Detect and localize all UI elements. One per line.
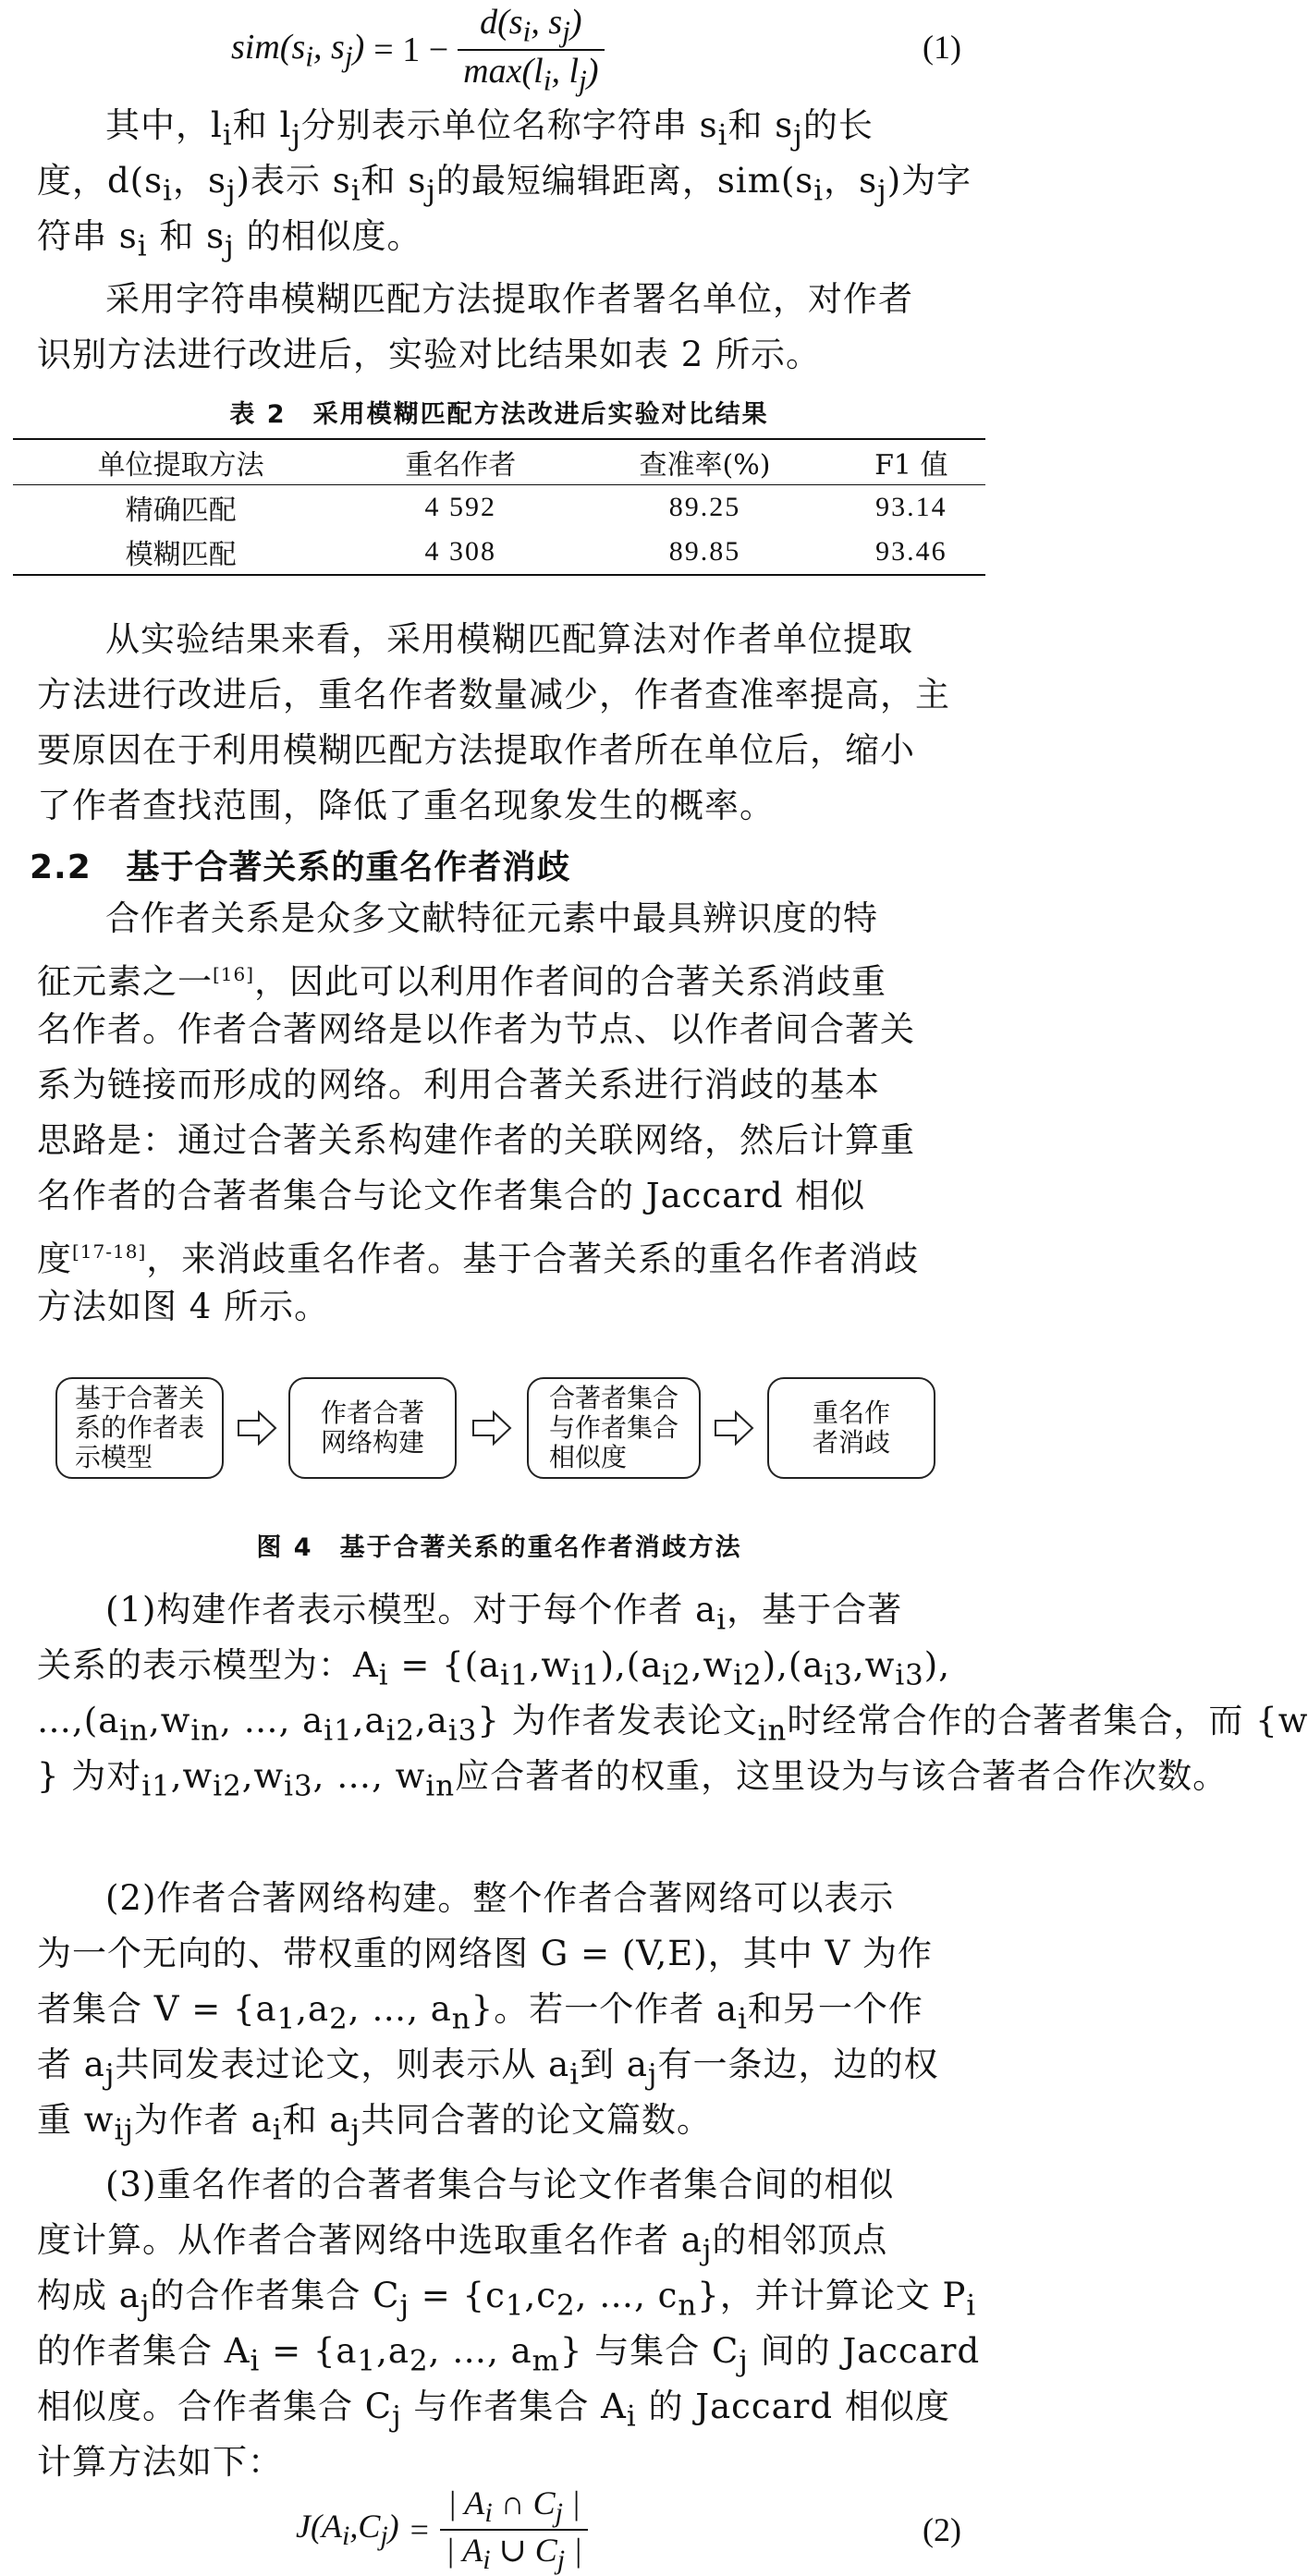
para4-line6: 名作者的合著者集合与论文作者集合的 Jaccard 相似 [37, 1176, 866, 1215]
para1-line2: 度，$d(s_i$，$s_j$)表示 $s_i$和 $s_j$的最短编辑距离，$sim(s_i$，$s_j$)为字 [37, 161, 972, 208]
para2-line1: 采用字符串模糊匹配方法提取作者署名单位，对作者 [105, 279, 913, 319]
section-heading [30, 841, 570, 888]
para6-line3: 者集合 $V = \{a_1,a_2$, …, $a_n$}。若一个作者 $a_i$和另一个作 [37, 1989, 923, 2036]
para6-line2: 为一个无向的、带权重的网络图 G = (V,E)，其中 V 为作 [37, 1934, 933, 1973]
para6-line4: 者 $a_j$共同发表过论文，则表示从 $a_i$到 $a_j$有一条边，边的权 [37, 2045, 939, 2092]
table-header-cell: 查准率(%) [639, 449, 771, 482]
para5-line1: (1)构建作者表示模型。对于每个作者 $a_i$，基于合著 [105, 1590, 903, 1637]
para3-line3: 要原因在于利用模糊匹配方法提取作者所在单位后，缩小 [37, 730, 915, 770]
flow-arrow-icon [471, 1410, 512, 1446]
para6-line5: 重 $w_{ij}$为作者 $a_i$和 $a_j$共同合著的论文篇数。 [37, 2100, 712, 2147]
flow-arrow-icon [237, 1410, 277, 1446]
citation-17-18: [17-18] [72, 1240, 147, 1263]
eq1-fraction: $\frac{d(s_i, s_j)}{\max(l_i, l_j)}$ [458, 2, 604, 97]
para4-line2: 征元素之一[16]，因此可以利用作者间的合著关系消歧重 [37, 961, 887, 1002]
citation-16: [16] [213, 963, 255, 985]
para4-line5: 思路是：通过合著关系构建作者的关联网络，然后计算重 [37, 1120, 915, 1160]
figure4-caption: 图 4 基于合著关系的重名作者消歧方法 [256, 1533, 742, 1562]
table-cell: 4 308 [424, 536, 496, 567]
table-cell: 89.85 [668, 536, 741, 567]
table-cell: 93.46 [875, 536, 947, 567]
para4-line8: 方法如图 4 所示。 [37, 1287, 330, 1326]
para3-line2: 方法进行改进后，重名作者数量减少，作者查准率提高，主 [37, 675, 950, 714]
eq2-lhs: $J(A_i,C_j)$ [296, 2508, 399, 2552]
table-cell: 模糊匹配 [125, 539, 237, 571]
para3-line4: 了作者查找范围，降低了重名现象发生的概率。 [37, 786, 775, 825]
table-header-cell: F1 值 [874, 449, 948, 482]
table-row [13, 485, 985, 531]
eq2-fraction: $\frac{| A_i \cap C_j |}{| A_i \cup C_j |}$ [440, 2484, 588, 2576]
table-cell: 93.14 [875, 492, 947, 522]
section-title: 基于合著关系的重名作者消歧 [126, 848, 571, 886]
flow-box-disambiguation: 重名作 者消歧 [767, 1377, 935, 1479]
flow-box-network-build: 作者合著 网络构建 [288, 1377, 457, 1479]
flow-box-author-model: 基于合著关 系的作者表 示模型 [55, 1377, 224, 1479]
table-header-row [13, 439, 985, 485]
para4-line1: 合作者关系是众多文献特征元素中最具辨识度的特 [105, 898, 878, 938]
table2 [13, 438, 985, 576]
section-number: 2.2 [30, 848, 92, 886]
eq1-number: (1) [923, 29, 961, 66]
table-row [13, 530, 985, 575]
table-cell: 精确匹配 [125, 494, 237, 527]
para5-line2: 关系的表示模型为：$A_i = \{(a_{i1},w_{i1}),(a_{i2},w_{i2}),(a_{i3},w_{i3})$, [37, 1645, 950, 1692]
para5-line4: } 为对$_{i1},w_{i2},w_{i3}$, …, $w_{in}$应合著者的权重，这里设为与该合著者合作次数。 [37, 1756, 1229, 1803]
para7-line5: 相似度。合作者集合 $C_j$ 与作者集合 $A_i$ 的 Jaccard 相似度 [37, 2387, 950, 2434]
para5-line3: $\dots,(a_{in},w_{in}$, …, $a_{i1},a_{i2},a_{i3}$} 为作者发表论文$_{in}$时经常合作的合著者集合，而 {w [37, 1701, 1308, 1748]
para4-line4: 系为链接而形成的网络。利用合著关系进行消歧的基本 [37, 1065, 880, 1105]
table-cell: 4 592 [424, 492, 496, 522]
para7-line6: 计算方法如下： [37, 2442, 283, 2482]
para6-line1: (2)作者合著网络构建。整个作者合著网络可以表示 [105, 1878, 895, 1918]
para7-line2: 度计算。从作者合著网络中选取重名作者 $a_j$的相邻顶点 [37, 2220, 888, 2267]
flow-arrow-icon [714, 1410, 754, 1446]
para2-line2: 识别方法进行改进后，实验对比结果如表 2 所示。 [37, 335, 822, 374]
flow-box-set-similarity: 合著者集合 与作者集合 相似度 [527, 1377, 701, 1479]
table2-caption: 表 2 采用模糊匹配方法改进后实验对比结果 [229, 400, 769, 429]
para7-line4: 的作者集合 $A_i = \{a_1,a_2$, …, $a_m$} 与集合 $C_j$ 间的 Jaccard [37, 2331, 981, 2378]
eq1-one-minus: = 1 − [373, 31, 449, 69]
equation-1 [231, 3, 605, 97]
table-header-cell: 单位提取方法 [97, 449, 264, 482]
para7-line3: 构成 $a_j$的合作者集合 $C_j = \{c_1,c_2$, …, $c_n$}，并计算论文 $P_i$ [37, 2276, 977, 2323]
para1-line1: 其中，$l_i$和 $l_j$分别表示单位名称字符串 $s_i$和 $s_j$的长 [105, 105, 874, 153]
eq2-number: (2) [923, 2511, 961, 2548]
para4-line3: 名作者。作者合著网络是以作者为节点、以作者间合著关 [37, 1009, 915, 1049]
para3-line1: 从实验结果来看，采用模糊匹配算法对作者单位提取 [105, 619, 913, 659]
para7-line1: (3)重名作者的合著者集合与论文作者集合间的相似 [105, 2165, 895, 2204]
para1-line3: 符串 $s_i$ 和 $s_j$ 的相似度。 [37, 216, 422, 263]
eq1-lhs: $sim(s_i$, $s_j$) [231, 27, 365, 73]
para4-line7: 度[17-18]，来消歧重名作者。基于合著关系的重名作者消歧 [37, 1239, 920, 1279]
table-header-cell: 重名作者 [405, 449, 517, 482]
equation-2: $J(A_i,C_j)$ = $\frac{| A_i \cap C_j |}{| A_i \cup C_j |}$ [296, 2490, 588, 2570]
table-cell: 89.25 [668, 492, 741, 522]
